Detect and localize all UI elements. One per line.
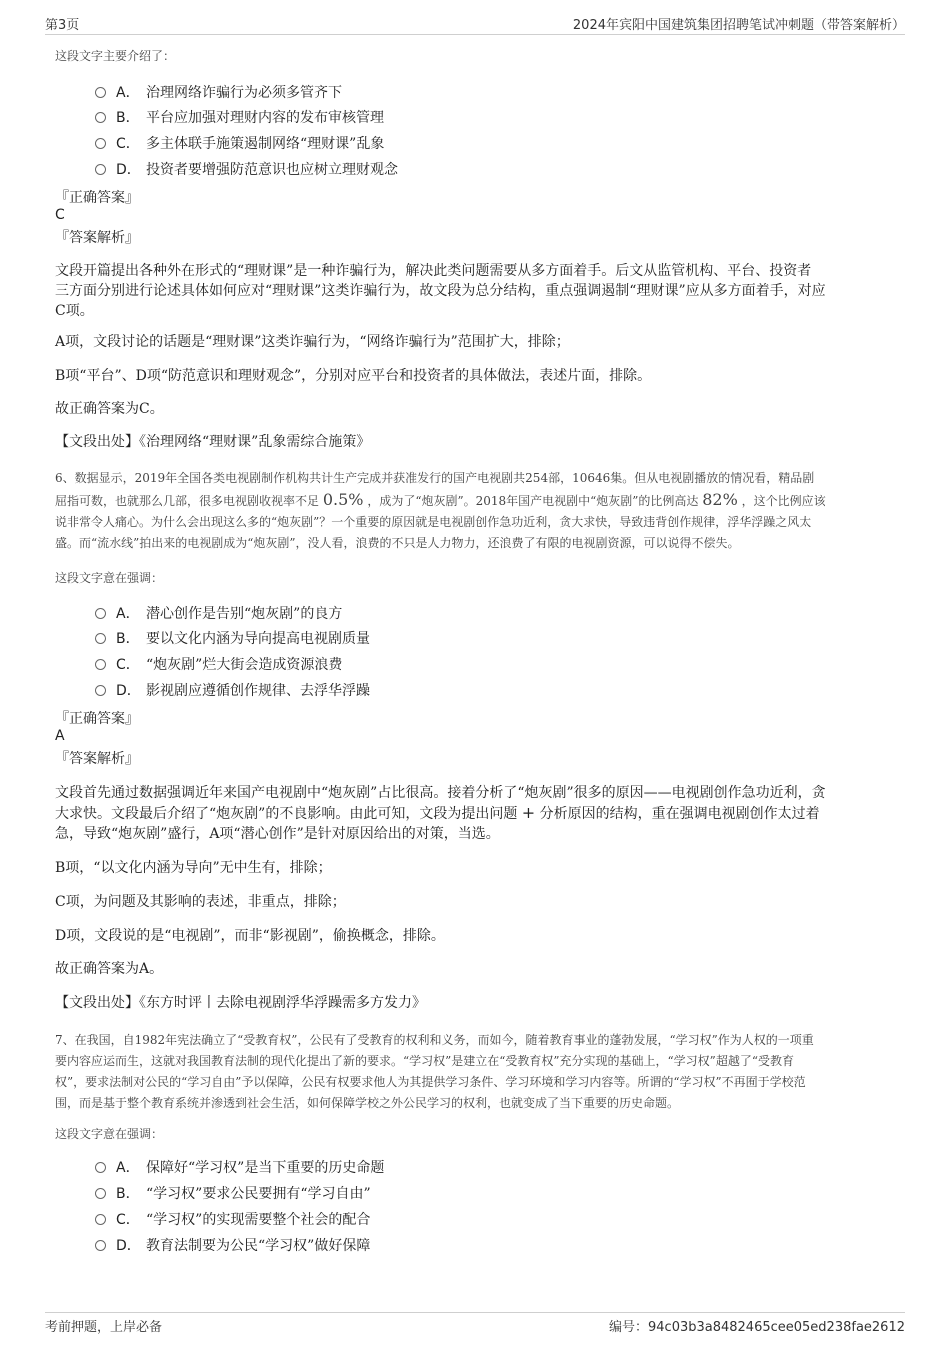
radio-icon[interactable] xyxy=(95,112,106,123)
q7-option-b[interactable]: B． “学习权”要求公民要拥有“学习自由” xyxy=(95,1184,371,1204)
radio-icon[interactable] xyxy=(95,608,106,619)
q5-conclusion: 故正确答案为C。 xyxy=(55,401,164,417)
q6-source: 【文段出处】《东方时评丨去除电视剧浮华浮躁需多方发力》 xyxy=(55,995,426,1011)
radio-icon[interactable] xyxy=(95,164,106,175)
q7-option-d[interactable]: D． 教育法制要为公民“学习权”做好保障 xyxy=(95,1236,370,1256)
q5-option-b[interactable]: B． 平台应加强对理财内容的发布审核管理 xyxy=(95,108,384,128)
q6-prompt: 这段文字意在强调： xyxy=(55,571,164,585)
radio-icon[interactable] xyxy=(95,1162,106,1173)
q5-option-d[interactable]: D． 投资者要增强防范意识也应树立理财观念 xyxy=(95,160,398,180)
page-header xyxy=(45,14,905,35)
q5-source: 【文段出处】《治理网络“理财课”乱象需综合施策》 xyxy=(55,434,371,450)
radio-icon[interactable] xyxy=(95,138,106,149)
document-title: 2024年宾阳中国建筑集团招聘笔试冲刺题（带答案解析） xyxy=(572,18,905,33)
footer-slogan: 考前押题，上岸必备 xyxy=(45,1320,163,1335)
q6-option-a[interactable]: A． 潜心创作是告别“炮灰剧”的良方 xyxy=(95,604,342,624)
q5-prompt: 这段文字主要介绍了： xyxy=(55,49,176,63)
q6-c-note: C项，为问题及其影响的表述，非重点，排除； xyxy=(55,894,346,910)
math-formula: 82% xyxy=(702,490,738,509)
radio-icon[interactable] xyxy=(95,87,106,98)
q6-option-b[interactable]: B． 要以文化内涵为导向提高电视剧质量 xyxy=(95,629,370,649)
radio-icon[interactable] xyxy=(95,685,106,696)
q7-prompt: 这段文字意在强调： xyxy=(55,1127,164,1141)
radio-icon[interactable] xyxy=(95,1240,106,1251)
q6-analysis-label: 『答案解析』 xyxy=(55,751,139,767)
q6-option-c[interactable]: C． “炮灰剧”烂大街会造成资源浪费 xyxy=(95,655,342,675)
q5-a-note: A项，文段讨论的话题是“理财课”这类诈骗行为，“网络诈骗行为”范围扩大，排除； xyxy=(55,334,570,350)
page-number: 第3页 xyxy=(45,18,80,33)
q7-option-a[interactable]: A． 保障好“学习权”是当下重要的历史命题 xyxy=(95,1158,384,1178)
radio-icon[interactable] xyxy=(95,659,106,670)
q6-stem: 6、数据显示，2019年全国各类电视剧制作机构共计生产完成并获准发行的国产电视剧共254部，10646集。但从电视剧播放的情况看，精品剧 屈指可数，也就那么几部，很多电视剧收视率不足 0.5% ，成为了“炮灰剧”。2018年国产电视剧中“炮灰剧”的比例高达 82% ，这个比例应该 说非常令人痛心。为什么会出现这么多的“炮灰剧”？一个重要的原因就是电视剧创作急功近利，贪大求快，导致违背创作规律，浮华浮躁之风太 盛。而“流水线”拍出来的电视剧成为“炮灰剧”，没人看，浪费的不只是人力物力，还浪费了有限的电视剧资源，可以说得不偿失。 xyxy=(55,471,826,550)
radio-icon[interactable] xyxy=(95,1214,106,1225)
math-formula: + xyxy=(521,803,536,822)
q5-analysis-label: 『答案解析』 xyxy=(55,230,139,246)
q5-analysis: 文段开篇提出各种外在形式的“理财课”是一种诈骗行为，解决此类问题需要从多方面着手。后文从监管机构、平台、投资者 三方面分别进行论述具体如何应对“理财课”这类诈骗行为，故文段为总分结构，重点强调遏制“理财课”应从多方面着手，对应 C项。 xyxy=(55,263,826,319)
radio-icon[interactable] xyxy=(95,1188,106,1199)
radio-icon[interactable] xyxy=(95,633,106,644)
q5-answer-label: 『正确答案』 xyxy=(55,190,139,206)
q6-answer: A xyxy=(55,728,65,744)
q7-stem: 7、在我国，自1982年宪法确立了“受教育权”，公民有了受教育的权利和义务，而如今，随着教育事业的蓬勃发展，“学习权”作为人权的一项重 要内容应运而生，这就对我国教育法制的现代化提出了新的要求。“学习权”是建立在“受教育权”充分实现的基础上，“学习权”超越了“受教育 权”，要求法制对公民的“学习自由”予以保障，公民有权要求他人为其提供学习条件、学习环境和学习内容等。所谓的“学习权”不再囿于学校范 围，而是基于整个教育系统并渗透到社会生活，如何保障学校之外公民学习的权利，也就变成了当下重要的历史命题。 xyxy=(55,1033,814,1110)
page-footer xyxy=(45,1312,905,1335)
math-formula: 0.5% xyxy=(322,490,364,509)
q5-bd-note: B项“平台”、D项“防范意识和理财观念”，分别对应平台和投资者的具体做法，表述片面，排除。 xyxy=(55,368,652,384)
q6-option-d[interactable]: D． 影视剧应遵循创作规律、去浮华浮躁 xyxy=(95,681,370,701)
q5-option-a[interactable]: A． 治理网络诈骗行为必须多管齐下 xyxy=(95,83,342,103)
q6-answer-label: 『正确答案』 xyxy=(55,711,139,727)
q6-conclusion: 故正确答案为A。 xyxy=(55,961,164,977)
q6-b-note: B项，“以文化内涵为导向”无中生有，排除； xyxy=(55,860,332,876)
q7-option-c[interactable]: C． “学习权”的实现需要整个社会的配合 xyxy=(95,1210,370,1230)
q5-option-c[interactable]: C． 多主体联手施策遏制网络“理财课”乱象 xyxy=(95,134,384,154)
document-id: 编号：94c03b3a8482465cee05ed238fae2612 xyxy=(609,1320,905,1335)
q6-d-note: D项，文段说的是“电视剧”，而非“影视剧”，偷换概念，排除。 xyxy=(55,928,445,944)
q5-answer: C xyxy=(55,207,65,223)
q6-analysis: 文段首先通过数据强调近年来国产电视剧中“炮灰剧”占比很高。接着分析了“炮灰剧”很多的原因——电视剧创作急功近利，贪 大求快。文段最后介绍了“炮灰剧”的不良影响。由此可知，文段为提出问题 + 分析原因的结构，重在强调电视剧创作太过着 急，导致“炮灰剧”盛行，A项“潜心创作”是针对原因给出的对策，当选。 xyxy=(55,785,826,842)
